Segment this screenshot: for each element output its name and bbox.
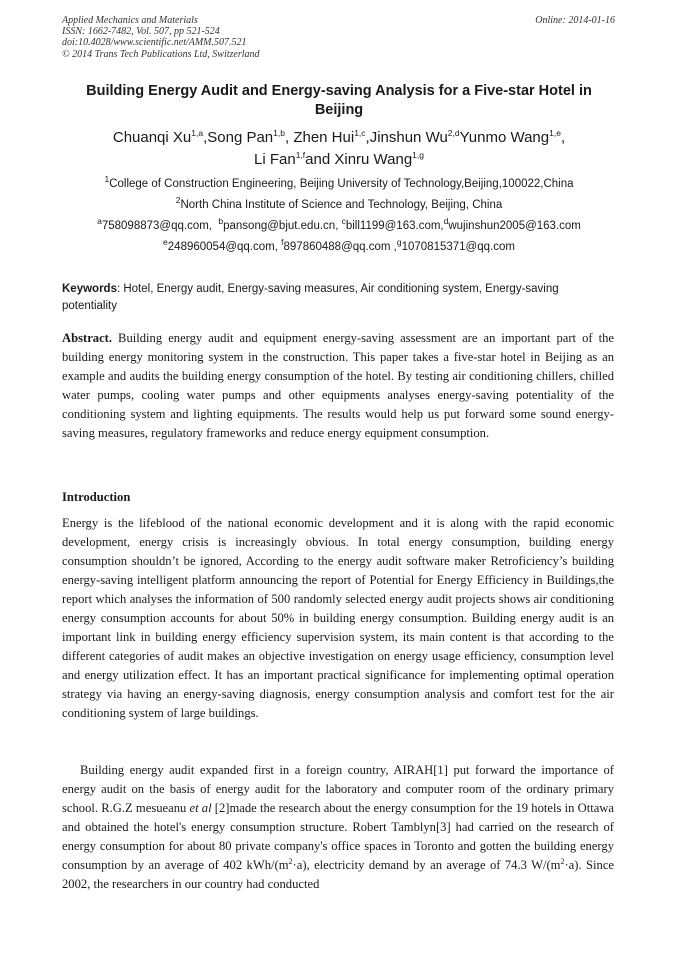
email-mark: f bbox=[281, 237, 284, 248]
author-name: ,Jinshun Wu bbox=[365, 129, 448, 146]
email: pansong@bjut.edu.cn, bbox=[223, 220, 339, 232]
superscript: 2 bbox=[288, 856, 293, 866]
author-name: Li Fan bbox=[254, 151, 296, 168]
issn: ISSN: 1662-7482, Vol. 507, pp 521-524 bbox=[62, 26, 220, 38]
author-affil: 1,a bbox=[191, 128, 204, 138]
section-heading: Introduction bbox=[62, 490, 131, 504]
text-run: [2]made the research about the energy consumption for the 19 hotels in Ottawa and obtained the hotel's energy consumption structure. Robert Tamblyn[3] had carried on the research of energy consumption for about 80 private company's office spaces in Toronto and gotten the building energy consumption by an average of 402 kWh/(m bbox=[62, 801, 614, 872]
email: wujinshun2005@163.com bbox=[448, 220, 581, 232]
author-affil: 1,e bbox=[549, 128, 561, 138]
text-run: ·a), electricity demand by an average of 74.3 W/(m bbox=[292, 858, 561, 872]
intro-paragraph-2 bbox=[62, 761, 614, 894]
doi: doi:10.4028/www.scientific.net/AMM.507.521 bbox=[62, 37, 247, 49]
affil-mark: 1 bbox=[104, 174, 110, 185]
email-mark: c bbox=[341, 216, 346, 227]
author-affil: 2,d bbox=[447, 128, 460, 138]
email-mark: e bbox=[163, 237, 168, 248]
text-run-italic: et al bbox=[189, 801, 212, 815]
email-mark: b bbox=[218, 216, 224, 227]
online-date: Online: 2014-01-16 bbox=[535, 15, 615, 26]
email: 248960054@qq.com, bbox=[167, 241, 278, 253]
author-affil: 1,f bbox=[295, 150, 306, 160]
email-mark: a bbox=[97, 216, 102, 227]
author-name: ,Song Pan bbox=[203, 129, 274, 146]
emails-line-2 bbox=[62, 237, 616, 254]
author-name: and Xinru Wang bbox=[305, 151, 413, 168]
keywords-label: Keywords bbox=[62, 283, 117, 295]
author-affil: 1,c bbox=[354, 128, 366, 138]
author-name: Chuanqi Xu bbox=[112, 129, 192, 146]
abstract-text: Building energy audit and equipment energy-saving assessment are an important part of the building energy monitoring system in the construction. This paper takes a five-star hotel in Beijing as an example and audits the building energy consumption of the hotel. By testing air conditioning chillers, chilled water pumps, cooling water pumps and other equipments analyses energy-saving potentiality of the conditioning system and lighting equipments. The results would help us put forward some sound energy-saving measures, regulatory frameworks and reduce energy equipment consumption. bbox=[62, 331, 614, 440]
text-run: Building energy audit expanded first in a foreign country, AIRAH[1] put forward the importance of energy audit on the basis of energy audit for the laboratory and computer room of the ordinary primary school. R.G.Z mesueanu bbox=[62, 763, 614, 815]
email-mark: g bbox=[396, 237, 402, 248]
affiliation-1 bbox=[62, 174, 616, 191]
email: bill1199@163.com, bbox=[345, 220, 444, 232]
email: 897860488@qq.com , bbox=[283, 241, 397, 253]
email: 758098873@qq.com, bbox=[101, 220, 212, 232]
keywords-text: : Hotel, Energy audit, Energy-saving measures, Air conditioning system, Energy-saving potentiality bbox=[62, 283, 559, 312]
copyright: © 2014 Trans Tech Publications Ltd, Switzerland bbox=[62, 48, 260, 60]
emails-line-1 bbox=[62, 216, 616, 233]
email: 1070815371@qq.com bbox=[401, 241, 515, 253]
affil-text: College of Construction Engineering, Beijing University of Technology,Beijing,100022,China bbox=[109, 178, 574, 190]
author-name: Yunmo Wang bbox=[459, 129, 550, 146]
intro-paragraph-1: Energy is the lifeblood of the national economic development and it is along with the rapid economic development, energy crisis is increasingly obvious. In total energy consumption, building energy consumption shouldn’t be ignored, According to the energy audit software maker Retroficiency’s building energy-saving intelligent platform announcing the report of Potential for Energy Efficiency in Buildings,the report which analyses the information of 500 randomly selected energy audit projects shows air conditioning energy consumption accounts for about 50% in building energy consumption. Building energy audit is an important link in building energy efficiency supervision system, its main content is that according to the different categories of audit makes an objective investigation on energy usage efficiency, consumption level and energy utilization effect. It has an important practical significance for implementing optimal operation strategy via having an energy-saving diagnosis, energy consumption analysis and comfort test for the air conditioning system of large buildings. bbox=[62, 516, 614, 720]
abstract bbox=[62, 329, 614, 443]
affil-text: North China Institute of Science and Technology, Beijing, China bbox=[180, 199, 503, 211]
journal-name: Applied Mechanics and Materials bbox=[62, 15, 198, 26]
keywords bbox=[62, 281, 614, 314]
author-affil: 1,g bbox=[412, 150, 424, 160]
paper-title: Building Energy Audit and Energy-saving Analysis for a Five-star Hotel in Beijing bbox=[86, 83, 592, 118]
author-name: , Zhen Hui bbox=[284, 129, 355, 146]
email-mark: d bbox=[443, 216, 449, 227]
text-run: ·a). Since 2002, the researchers in our country had conducted bbox=[62, 858, 615, 891]
affil-mark: 2 bbox=[175, 195, 181, 206]
author-list bbox=[62, 127, 616, 171]
abstract-label: Abstract. bbox=[62, 331, 113, 345]
superscript: 2 bbox=[560, 856, 565, 866]
author-sep: , bbox=[560, 129, 566, 146]
journal-header bbox=[62, 15, 260, 60]
affiliation-2 bbox=[62, 195, 616, 212]
author-affil: 1,b bbox=[273, 128, 285, 138]
